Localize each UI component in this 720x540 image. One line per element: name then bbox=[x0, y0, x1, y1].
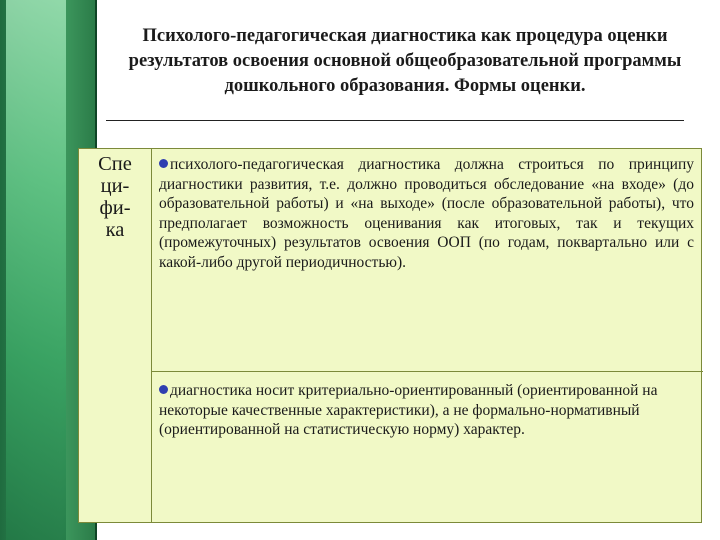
side-bar-gradient bbox=[6, 0, 66, 540]
slide-title: Психолого-педагогическая диагностика как процедура оценки результатов освоения основной общеобразовательной программы дошкольного образования. Формы оценки. bbox=[128, 26, 682, 96]
bullet-icon bbox=[159, 385, 168, 394]
bullet-icon bbox=[159, 159, 168, 168]
row-header-line: ка bbox=[105, 219, 125, 241]
table-cell-row-1 bbox=[159, 155, 694, 272]
row-divider bbox=[151, 371, 703, 372]
table-cell-row-2 bbox=[159, 381, 679, 440]
cell-text-row-1: психолого-педагогическая диагностика должна строиться по принципу диагностики развития, т.е. должно проводиться обследование «на входе» (до образовательной работы) и «на выходе» (после образовательной работы), что предполагает возможность оценивания как итоговых, так и текущих (промежуточных) результатов освоения ООП (по годам, поквартально или с какой-либо другой периодичностью). bbox=[159, 156, 694, 271]
content-table bbox=[78, 148, 702, 523]
row-header-cell bbox=[79, 153, 151, 241]
row-header-line: Спе bbox=[98, 153, 132, 175]
title-divider bbox=[106, 120, 684, 121]
column-divider bbox=[151, 149, 152, 522]
cell-text-row-2: диагностика носит критериально-ориентированный (ориентированной на некоторые качественные характеристики), а не формально-нормативный (ориентированной на статистическую норму) характер. bbox=[159, 382, 658, 438]
row-header-line: фи- bbox=[99, 197, 131, 219]
row-header-line: ци- bbox=[100, 175, 130, 197]
